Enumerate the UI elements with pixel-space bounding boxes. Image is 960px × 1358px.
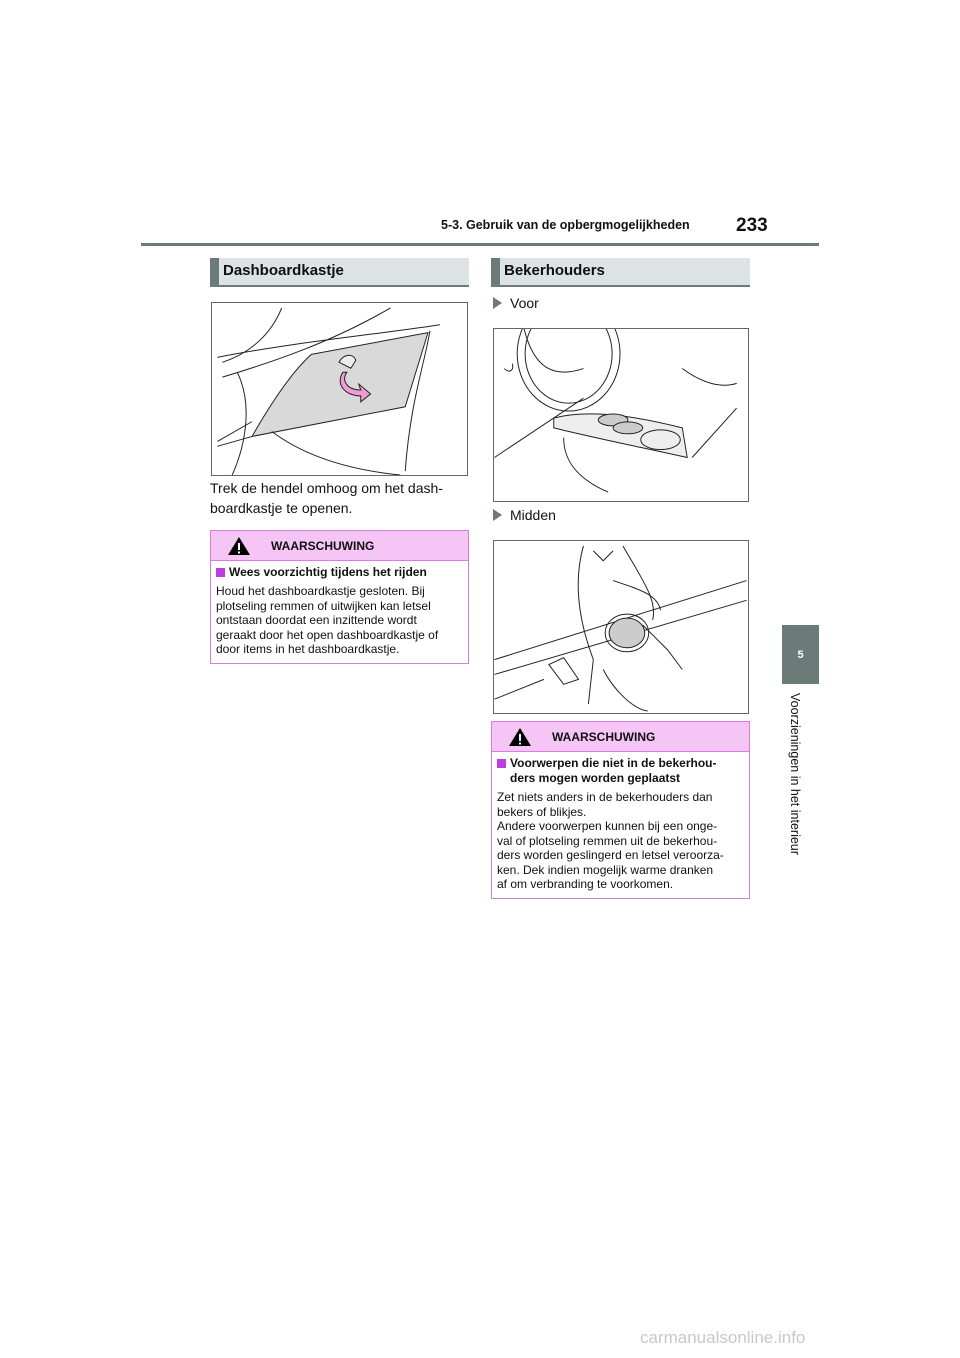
text-line: boardkastje te openen. (210, 500, 353, 516)
text-line: ders mogen worden geplaatst (510, 771, 681, 785)
label-text: Midden (510, 507, 556, 523)
text-line: Voorwerpen die niet in de bekerhou- (510, 756, 717, 770)
text-line: val of plotseling remmen uit de bekerhou- (497, 833, 718, 848)
warning-title: WAARSCHUWING (552, 729, 656, 744)
warning-subtitle-text: Wees voorzichtig tijdens het rijden (229, 565, 427, 579)
chapter-number: 5 (797, 648, 804, 661)
warning-subtitle-text (510, 756, 716, 786)
heading-bekerhouders: Bekerhouders (491, 258, 750, 287)
warning-box (491, 721, 750, 899)
text-line: Zet niets anders in de bekerhouders dan (497, 790, 713, 804)
heading-dashboardkastje: Dashboardkastje (210, 258, 469, 287)
middle-label (493, 507, 556, 523)
header-divider (141, 243, 819, 246)
triangle-bullet-icon (493, 297, 502, 309)
text-line: Houd het dashboardkastje gesloten. Bij (216, 584, 425, 598)
warning-subtitle (492, 752, 749, 786)
text-line: Andere voorwerpen kunnen bij een onge- (497, 819, 718, 833)
section-title: 5-3. Gebruik van de opbergmogelijkheden (441, 218, 690, 232)
warning-subtitle (211, 561, 468, 580)
warning-body (492, 786, 749, 892)
warning-header (211, 531, 468, 561)
warning-title: WAARSCHUWING (271, 538, 375, 553)
text-line: door items in het dashboardkastje. (216, 642, 400, 656)
text-line: geraakt door het open dashboardkastje of (216, 627, 439, 642)
text-line: ken. Dek indien mogelijk warme dranken (497, 862, 714, 877)
front-cupholder-illustration (493, 328, 749, 502)
chapter-label: Voorzieningen in het interieur (788, 693, 802, 855)
warning-box (210, 530, 469, 664)
glovebox-instructions (210, 478, 470, 518)
watermark: carmanualsonline.info (640, 1328, 806, 1347)
text-line: plotseling remmen of uitwijken kan letsel (216, 598, 431, 613)
warning-triangle-icon (508, 727, 532, 747)
triangle-bullet-icon (493, 509, 502, 521)
front-label (493, 295, 539, 311)
text-line: bekers of blikjes. (497, 804, 587, 819)
bullet-square-icon (497, 759, 506, 768)
warning-triangle-icon (227, 536, 251, 556)
page-number: 233 (736, 215, 768, 236)
warning-body (211, 580, 468, 657)
label-text: Voor (510, 295, 539, 311)
glovebox-illustration (211, 302, 468, 476)
chapter-tab (782, 625, 819, 684)
middle-cupholder-illustration (493, 540, 749, 714)
bullet-square-icon (216, 568, 225, 577)
warning-header (492, 722, 749, 752)
text-line: Trek de hendel omhoog om het dash- (210, 480, 443, 496)
text-line: af om verbranding te voorkomen. (497, 877, 674, 891)
text-line: ontstaan doordat een inzittende wordt (216, 613, 417, 627)
text-line: ders worden geslingerd en letsel veroorza- (497, 848, 724, 862)
